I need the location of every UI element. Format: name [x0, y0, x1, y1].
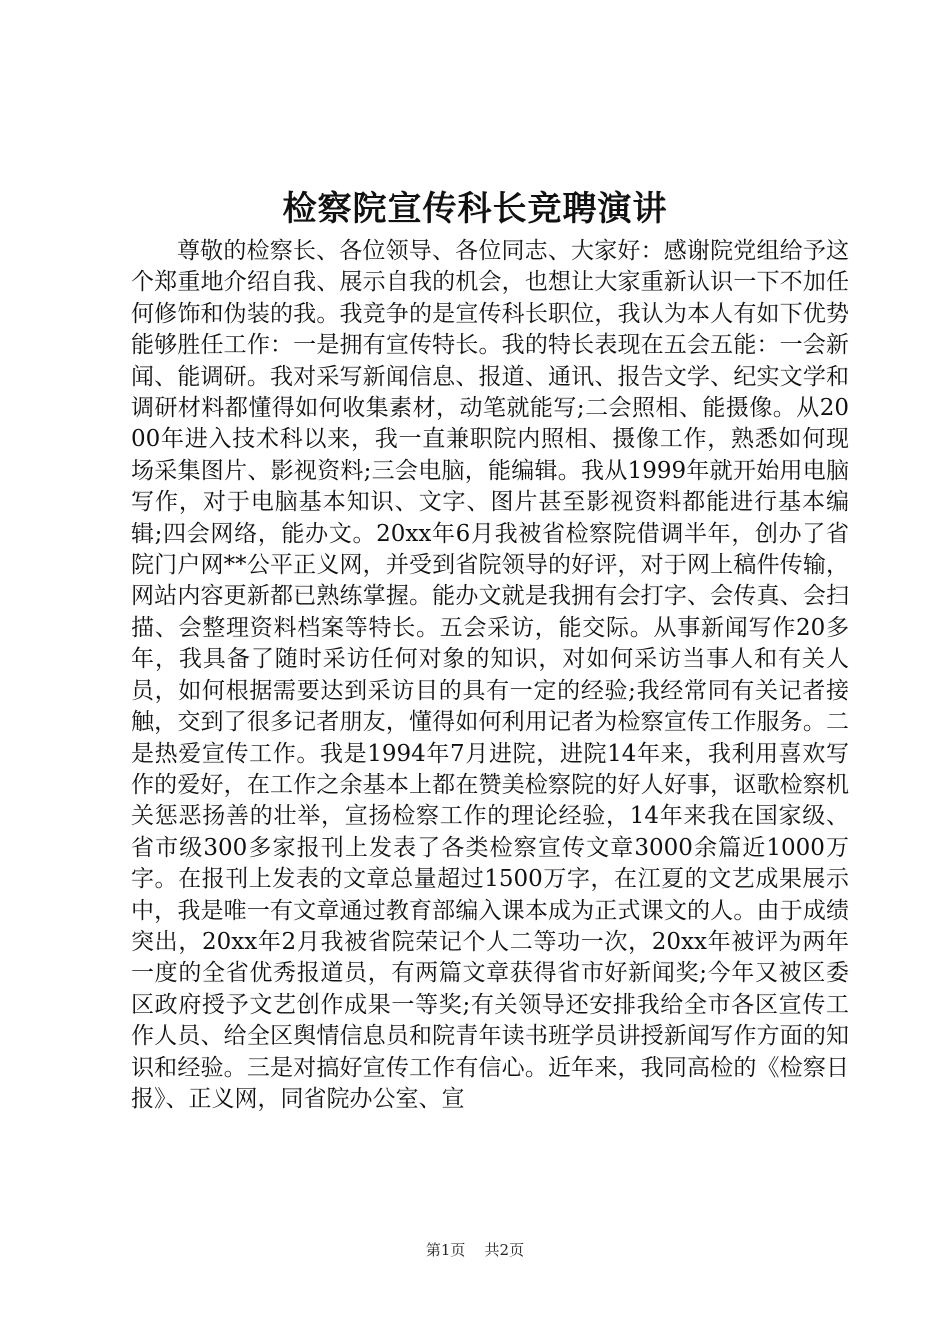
page-footer	[0, 1240, 950, 1260]
page-number-current: 第1页	[425, 1241, 466, 1259]
document-body-paragraph: 尊敬的检察长、各位领导、各位同志、大家好：感谢院党组给予这个郑重地介绍自我、展示自我的机会，也想让大家重新认识一下不加任何修饰和伪装的我。我竞争的是宣传科长职位，我认为本人有如下优势能够胜任工作：一是拥有宣传特长。我的特长表现在五会五能：一会新闻、能调研。我对采写新闻信息、报道、通讯、报告文学、纪实文学和调研材料都懂得如何收集素材，动笔就能写;二会照相、能摄像。从2000年进入技术科以来，我一直兼职院内照相、摄像工作，熟悉如何现场采集图片、影视资料;三会电脑，能编辑。我从1999年就开始用电脑写作，对于电脑基本知识、文字、图片甚至影视资料都能进行基本编辑;四会网络，能办文。20xx年6月我被省检察院借调半年，创办了省院门户网**公平正义网，并受到省院领导的好评，对于网上稿件传输，网站内容更新都已熟练掌握。能办文就是我拥有会打字、会传真、会扫描、会整理资料档案等特长。五会采访，能交际。从事新闻写作20多年，我具备了随时采访任何对象的知识，对如何采访当事人和有关人员，如何根据需要达到采访目的具有一定的经验;我经常同有关记者接触，交到了很多记者朋友，懂得如何利用记者为检察宣传工作服务。二是热爱宣传工作。我是1994年7月进院，进院14年来，我利用喜欢写作的爱好，在工作之余基本上都在赞美检察院的好人好事，讴歌检察机关惩恶扬善的壮举，宣扬检察工作的理论经验，14年来我在国家级、省市级300多家报刊上发表了各类检察宣传文章3000余篇近1000万字。在报刊上发表的文章总量超过1500万字，在江夏的文艺成果展示中，我是唯一有文章通过教育部编入课本成为正式课文的人。由于成绩突出，20xx年2月我被省院荣记个人二等功一次，20xx年被评为两年一度的全省优秀报道员，有两篇文章获得省市好新闻奖;今年又被区委区政府授予文艺创作成果一等奖;有关领导还安排我给全市各区宣传工作人员、给全区舆情信息员和院青年读书班学员讲授新闻写作方面的知识和经验。三是对搞好宣传工作有信心。近年来，我同高检的《检察日报》、正义网，同省院办公室、宣	[131, 238, 849, 1112]
document-title: 检察院宣传科长竞聘演讲	[282, 189, 668, 229]
page-number-total: 共2页	[484, 1241, 525, 1259]
page-number-separator	[470, 1241, 480, 1259]
